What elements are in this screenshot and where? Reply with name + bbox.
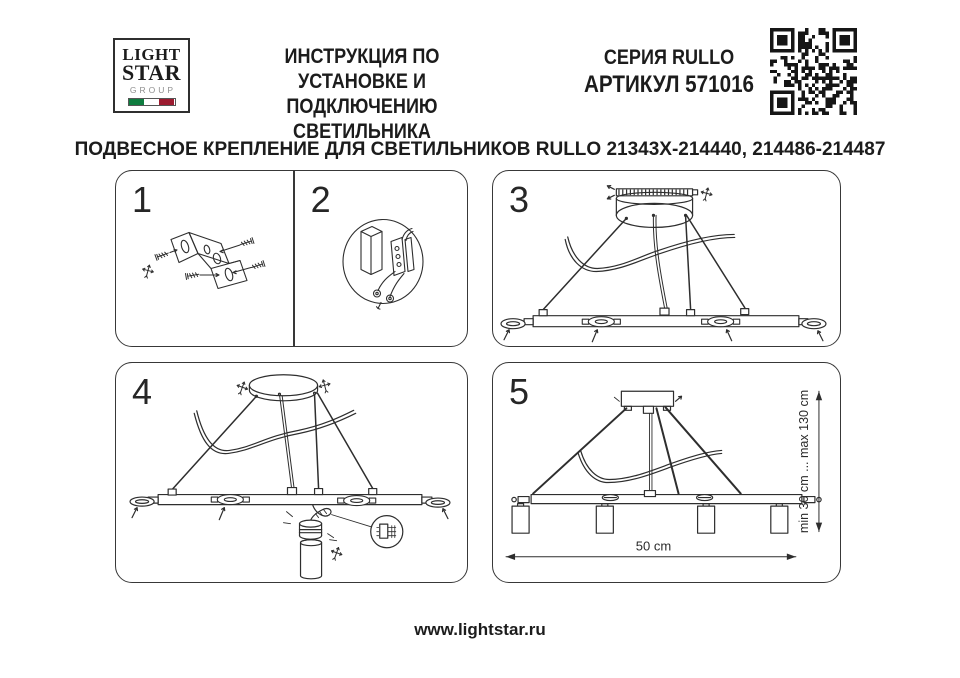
panel-step-4 <box>115 362 468 583</box>
title-line-2: ПОДКЛЮЧЕНИЮ СВЕТИЛЬНИКА <box>286 95 438 143</box>
suspension-mounting-diagram <box>493 171 840 346</box>
step-2 <box>295 171 467 346</box>
series-label: СЕРИЯ RULLO <box>603 46 735 69</box>
pendant-wiring-diagram <box>116 363 467 582</box>
logo-italian-flag <box>128 98 176 106</box>
width-dimension-label: 50 cm <box>635 538 672 554</box>
step-number: 2 <box>310 179 331 220</box>
height-dimension-label: min 30 cm ... max 130 cm <box>796 389 811 534</box>
panel-step-3 <box>492 170 841 347</box>
qr-code <box>770 28 857 115</box>
step-number: 3 <box>509 179 530 220</box>
logo-word-star: STAR <box>121 60 182 85</box>
step-number: 1 <box>132 179 153 220</box>
subtitle: ПОДВЕСНОЕ КРЕПЛЕНИЕ ДЛЯ СВЕТИЛЬНИКОВ RULLO 21343X-214440, 214486-214487 <box>74 139 886 160</box>
step-number: 5 <box>509 371 530 412</box>
panel-steps-1-2 <box>115 170 468 347</box>
series-article-block <box>556 45 781 99</box>
article-label: АРТИКУЛ 571016 <box>583 71 755 98</box>
page-title <box>228 44 496 144</box>
step-number: 4 <box>132 371 153 412</box>
step-1 <box>116 171 293 346</box>
lightstar-logo <box>113 38 190 113</box>
logo-word-group: GROUP <box>129 85 177 95</box>
footer-url: www.lightstar.ru <box>414 620 546 639</box>
title-line-1: ИНСТРУКЦИЯ ПО УСТАНОВКЕ И <box>284 45 440 93</box>
panel-step-5 <box>492 362 841 583</box>
final-assembly-diagram <box>493 363 840 582</box>
logo-word-light: LIGHT <box>122 45 181 64</box>
qr-code-icon <box>770 28 857 115</box>
